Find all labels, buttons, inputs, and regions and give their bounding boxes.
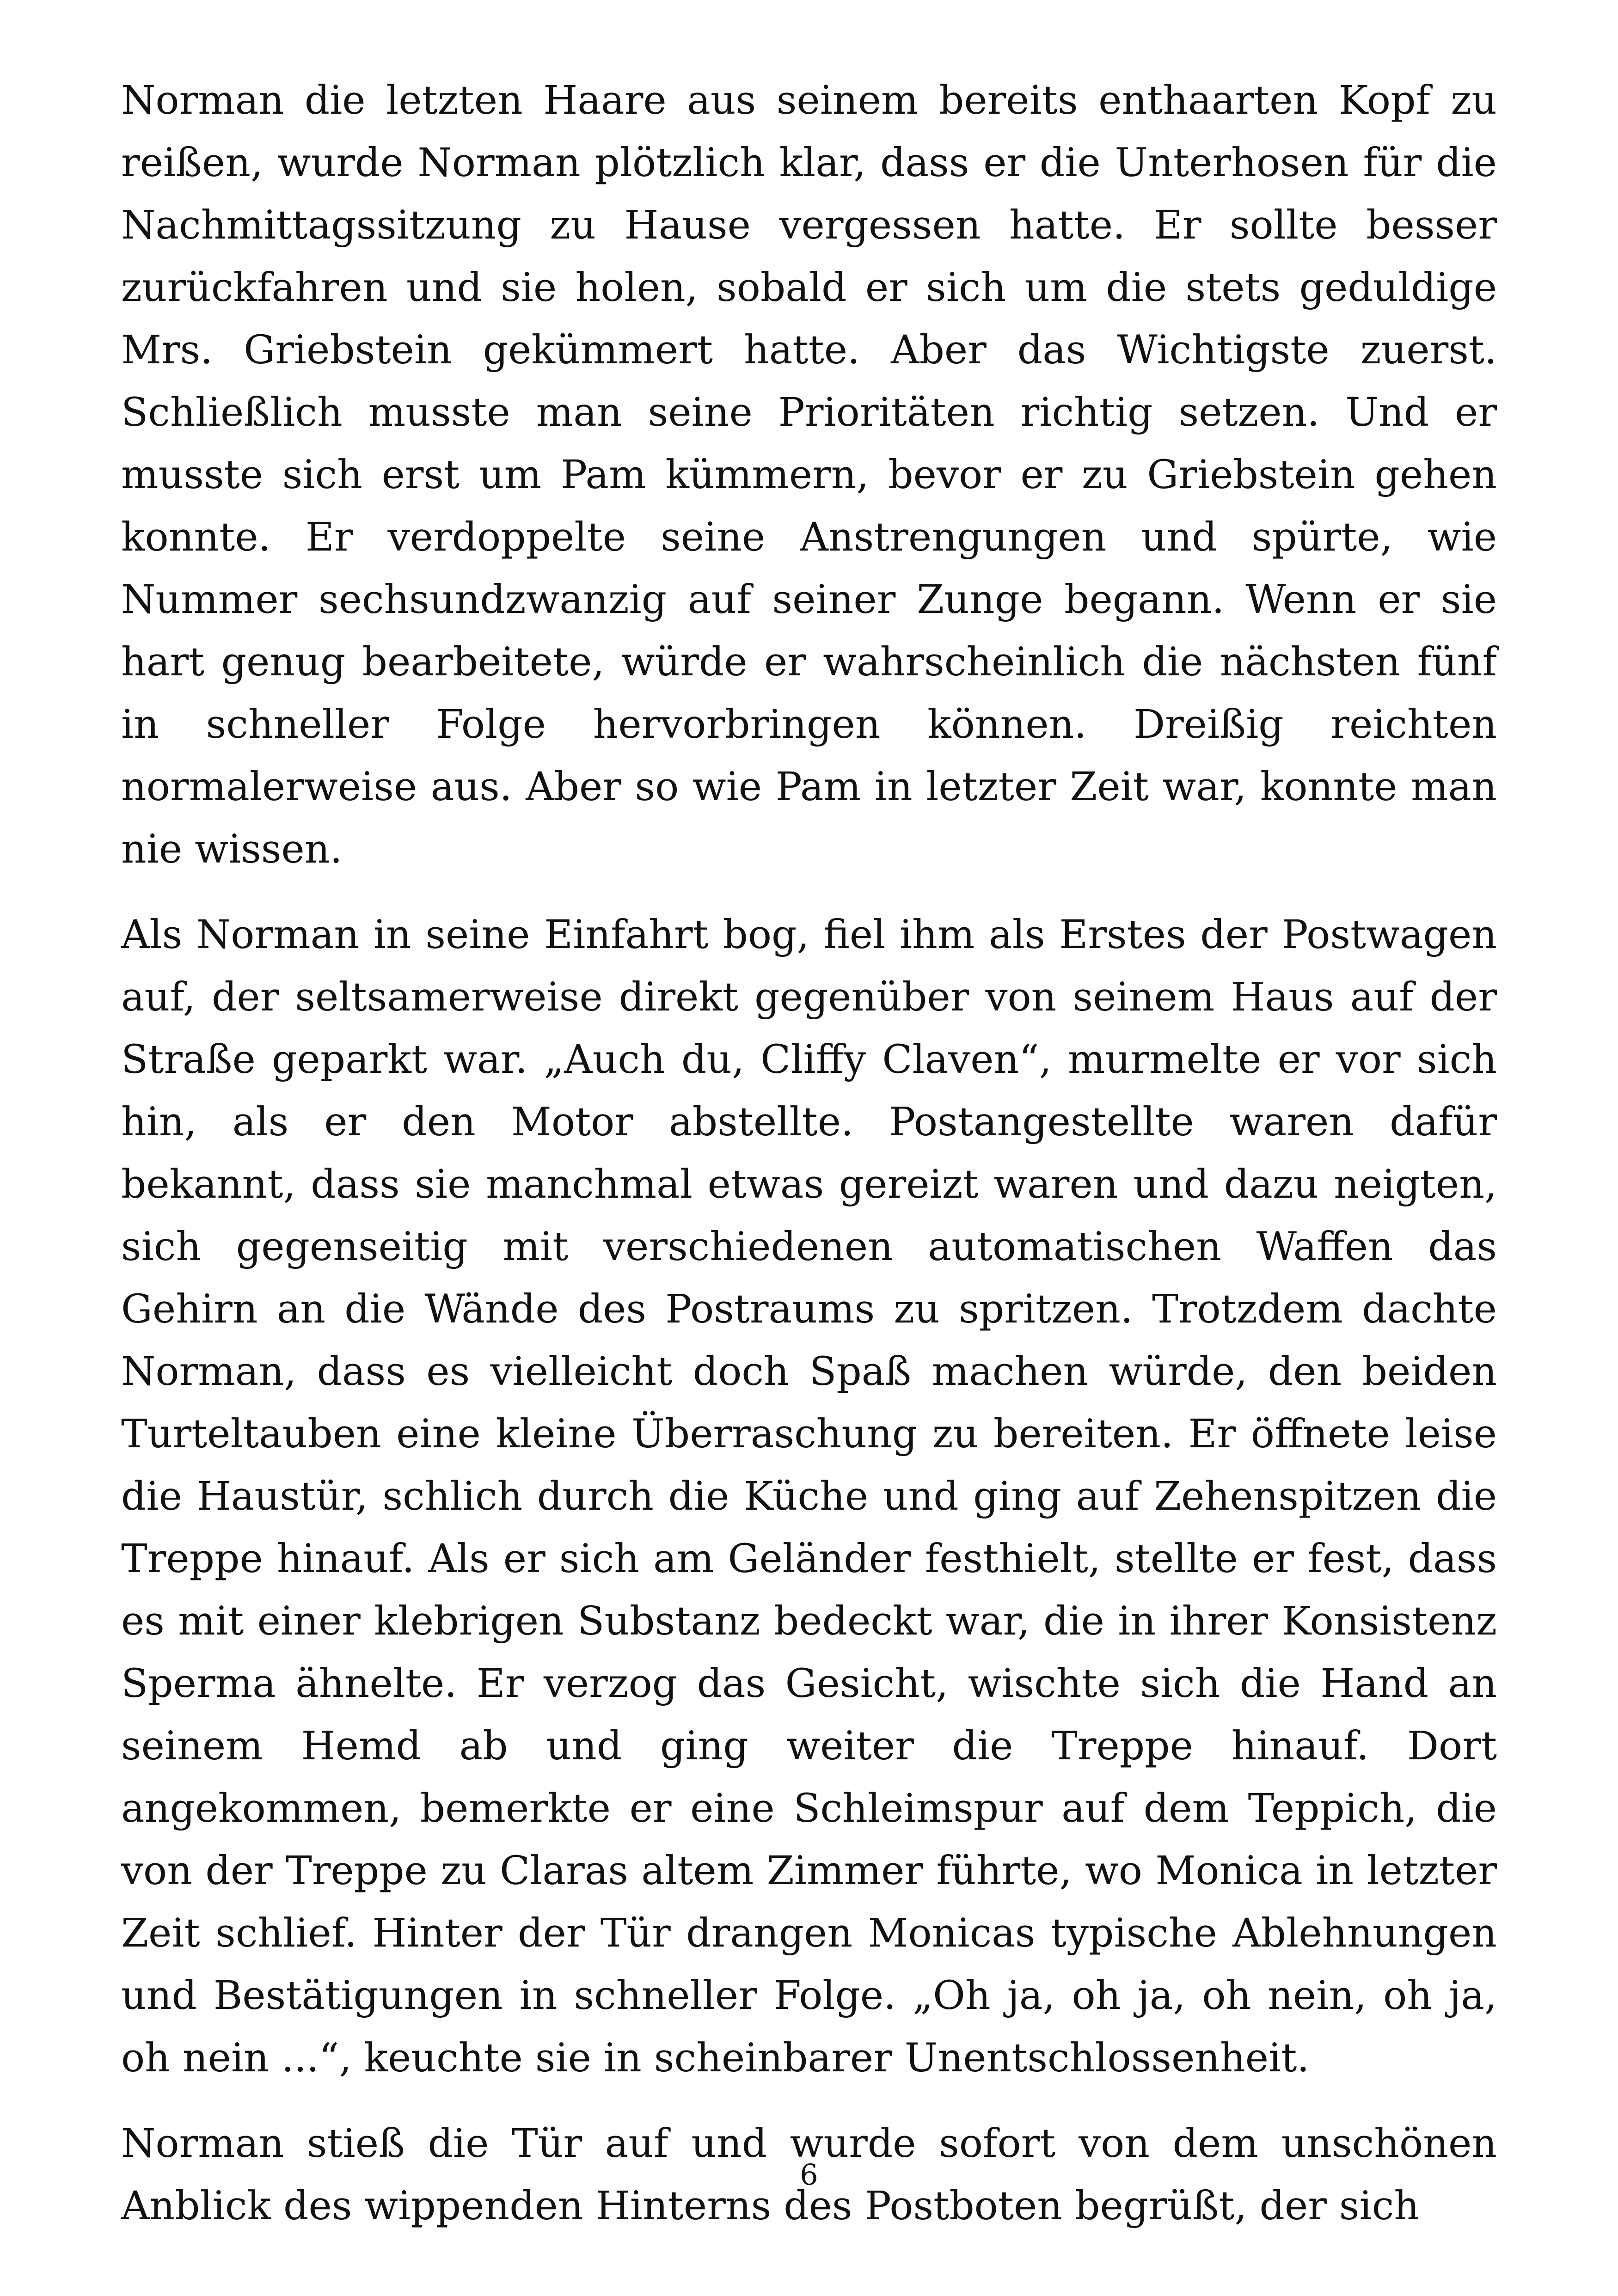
- paragraph-3: Norman stieß die Tür auf und wurde sofort von dem unschönen Anblick des wippenden Hinterns des Postboten begrüßt, der sich: [121, 2121, 1497, 2229]
- page-number: 6: [800, 2158, 818, 2192]
- paragraph-2: Als Norman in seine Einfahrt bog, fiel ihm als Erstes der Postwagen auf, der seltsamerweise direkt gegenüber von seinem Haus auf der Straße geparkt war. „Auch du, Cliffy Claven“, murmelte er vor sich hin, als er den Motor abstellte. Postangestellte waren dafür bekannt, dass sie manchmal etwas gereizt waren und dazu neigten, sich gegenseitig mit verschiedenen automatischen Waffen das Gehirn an die Wände des Postraums zu spritzen. Trotzdem dachte Norman, dass es vielleicht doch Spaß machen würde, den beiden Turteltauben eine kleine Überraschung zu bereiten. Er öffnete leise die Haustür, schlich durch die Küche und ging auf Zehenspitzen die Treppe hinauf. Als er sich am Geländer festhielt, stellte er fest, dass es mit einer klebrigen Substanz bedeckt war, die in ihrer Konsistenz Sperma ähnelte. Er verzog das Gesicht, wischte sich die Hand an seinem Hemd ab und ging weiter die Treppe hinauf. Dort angekommen, bemerkte er eine Schleimspur auf dem Teppich, die von der Treppe zu Claras altem Zimmer führte, wo Monica in letzter Zeit schlief. Hinter der Tür drangen Monicas typische Ablehnungen und Bestätigungen in schneller Folge. „Oh ja, oh ja, oh nein, oh ja, oh nein ...“, keuchte sie in scheinbarer Unentschlossenheit.: [121, 912, 1497, 2081]
- paragraph-1: Norman die letzten Haare aus seinem bereits enthaarten Kopf zu reißen, wurde Norman plötzlich klar, dass er die Unterhosen für die Nachmittagssitzung zu Hause vergessen hatte. Er sollte besser zurückfahren und sie holen, sobald er sich um die stets geduldige Mrs. Griebstein gekümmert hatte. Aber das Wichtigste zuerst. Schließlich musste man seine Prioritäten richtig setzen. Und er musste sich erst um Pam kümmern, bevor er zu Griebstein gehen konnte. Er verdoppelte seine Anstrengungen und spürte, wie Nummer sechsundzwanzig auf seiner Zunge begann. Wenn er sie hart genug bearbeitete, würde er wahrscheinlich die nächsten fünf in schneller Folge hervorbringen können. Dreißig reichten normalerweise aus. Aber so wie Pam in letzter Zeit war, konnte man nie wissen.: [121, 78, 1497, 872]
- body-text: [121, 69, 1497, 2260]
